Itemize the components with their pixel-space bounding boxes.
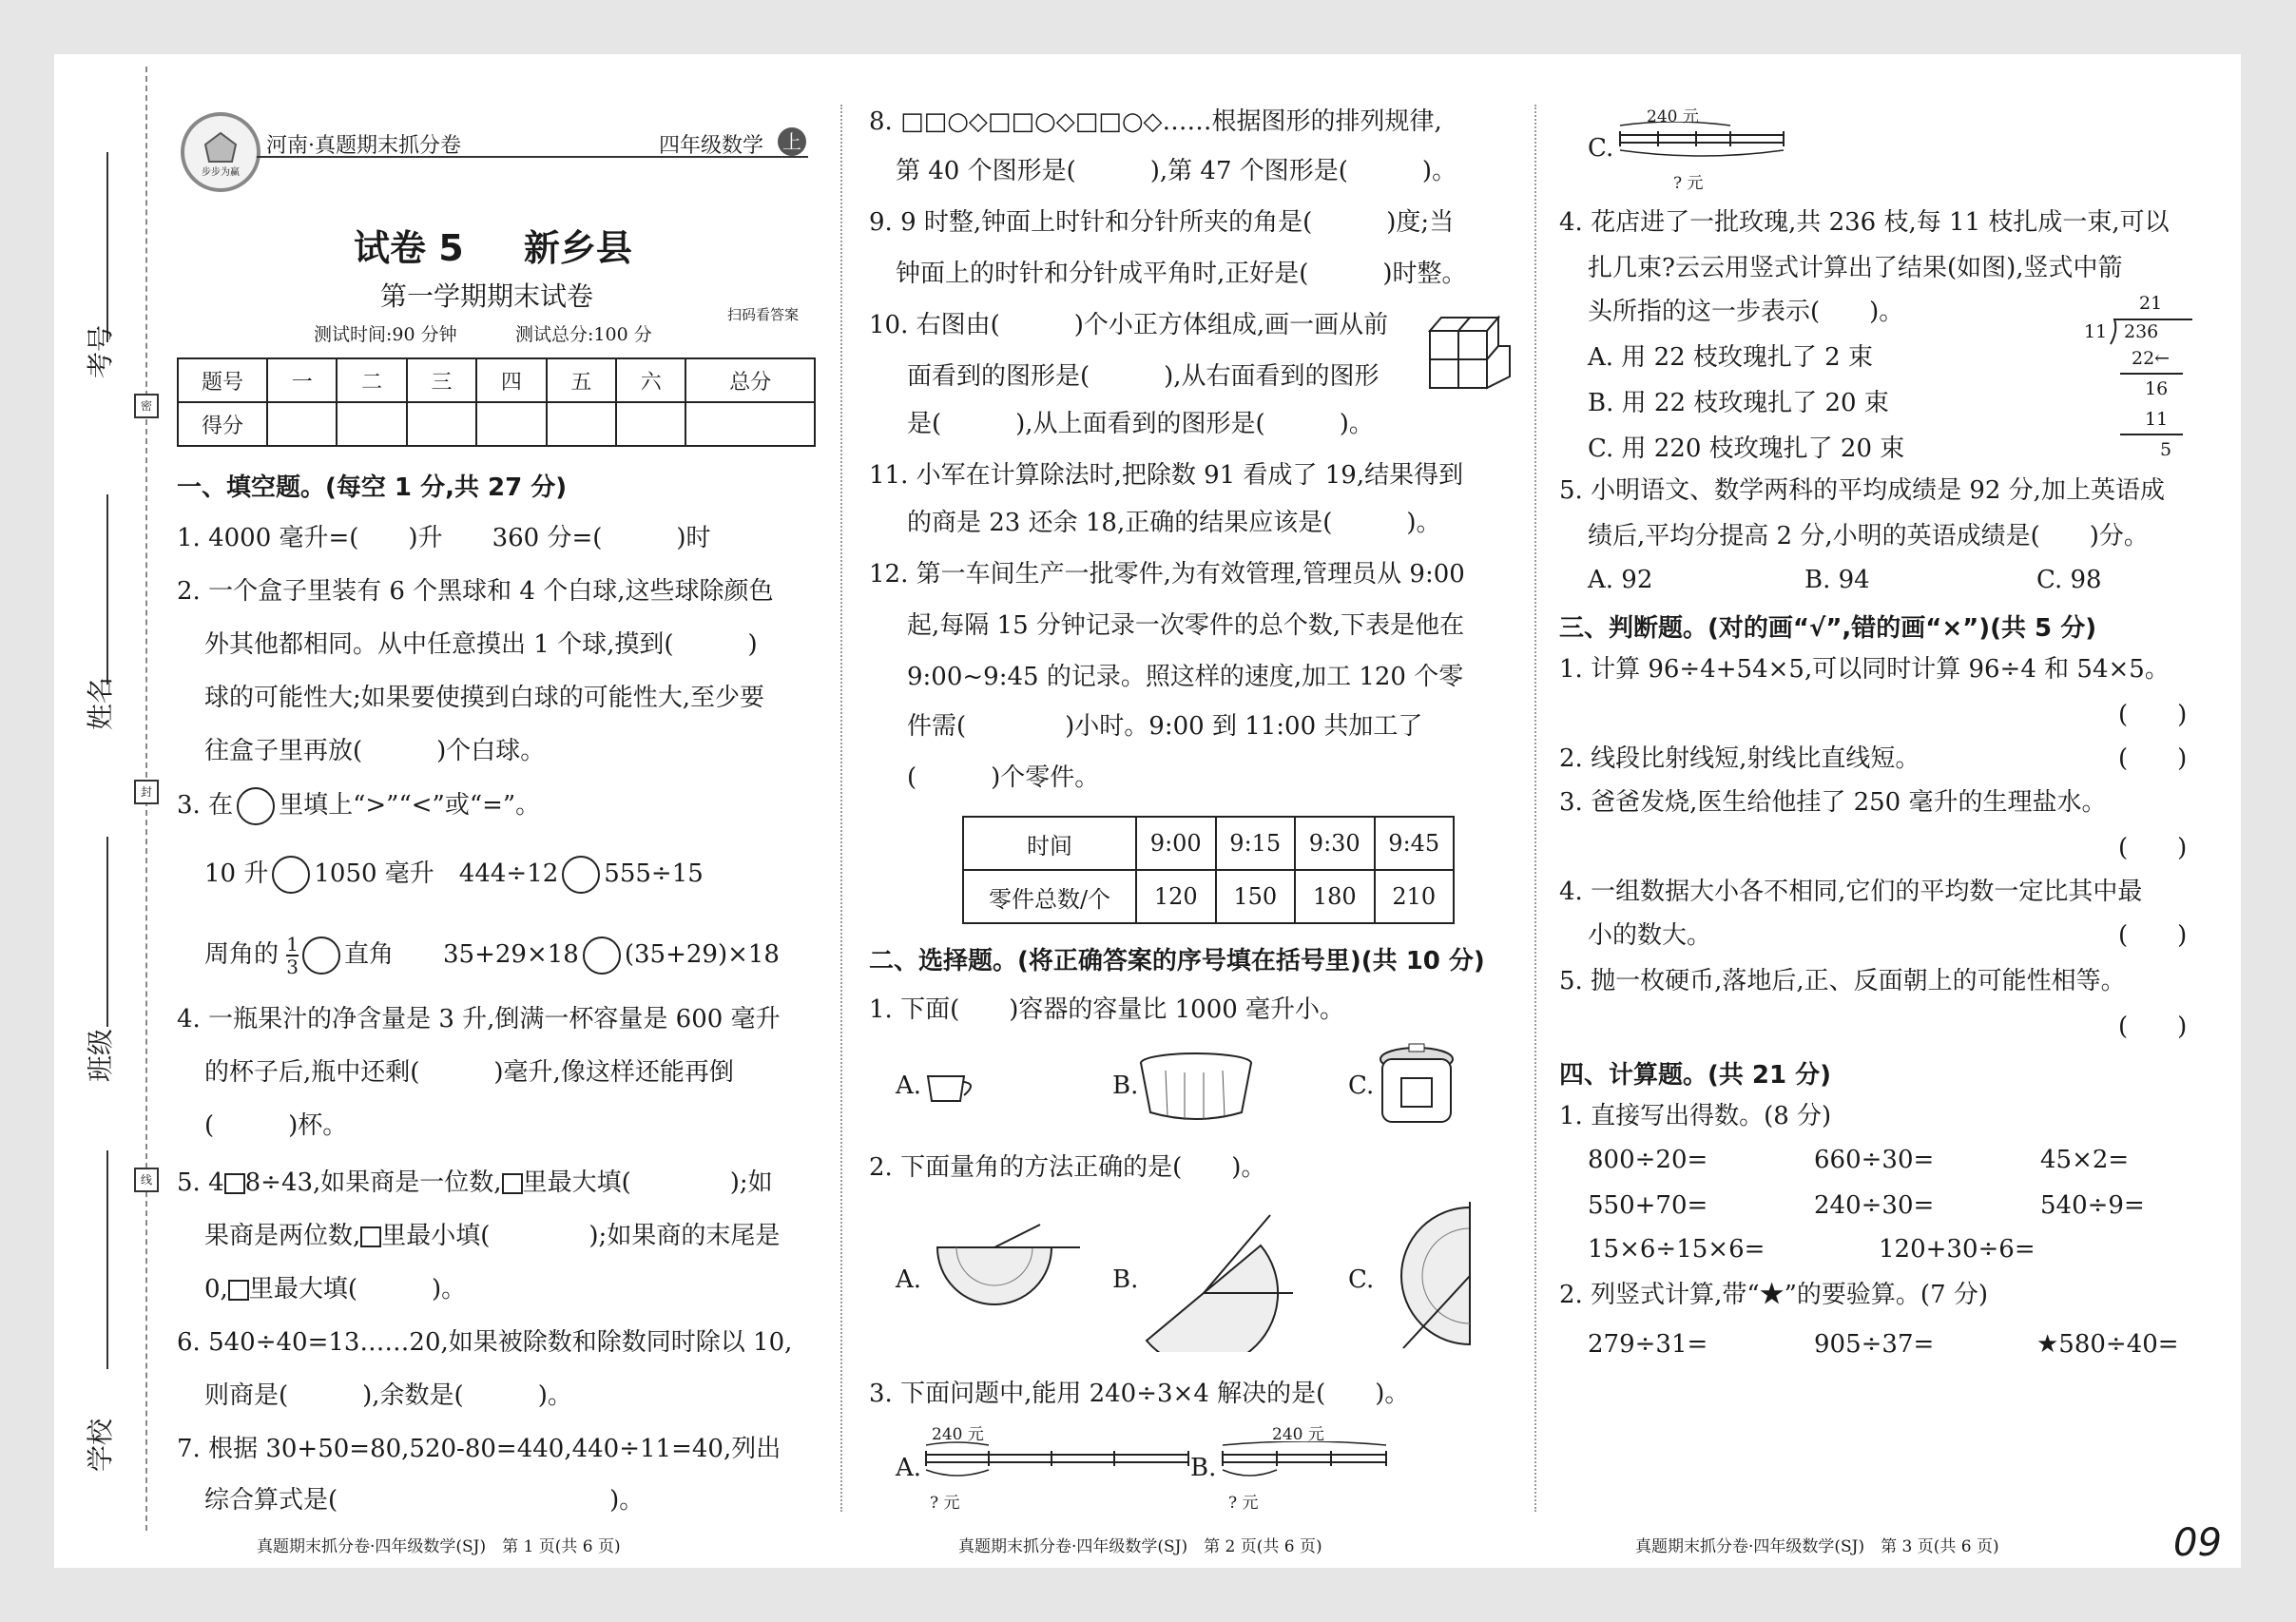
option-c: C.: [1348, 1072, 1375, 1100]
question-1-7-line: 综合算式是( )。: [204, 1486, 645, 1515]
bar-unknown-label: ? 元: [930, 1494, 960, 1513]
question-2-5: 5. 小明语文、数学两科的平均成绩是 92 分,加上英语成: [1559, 476, 2165, 505]
ld-rem-2: 5: [2160, 439, 2172, 460]
calc-item: 540÷9=: [2040, 1191, 2145, 1220]
test-total: 测试总分:100 分: [515, 324, 652, 345]
exam-subtitle: 第一学期期末试卷: [380, 280, 594, 312]
answer-circle[interactable]: [237, 787, 275, 825]
ld-rule-2: [2120, 434, 2183, 435]
cell: 题号: [178, 358, 267, 402]
q-text: 0,: [204, 1275, 228, 1303]
question-2-4-line: 扎几束?云云用竖式计算出了结果(如图),竖式中箭: [1588, 254, 2123, 282]
option-b: B.: [1112, 1072, 1139, 1100]
exam-title: [354, 219, 632, 271]
q-text: 3. 在: [177, 791, 234, 820]
question-1-2-line: 外其他都相同。从中任意摸出 1 个球,摸到( ): [204, 630, 758, 659]
option-b: B.: [1190, 1454, 1217, 1482]
label-school: 学校: [85, 1418, 117, 1473]
judge-5: 5. 抛一枚硬币,落地后,正、反面朝上的可能性相等。: [1559, 967, 2126, 995]
choice-b: B. 94: [1804, 566, 1870, 594]
question-1-2-line: 球的可能性大;如果要使摸到白球的可能性大,至少要: [204, 684, 765, 712]
judge-4-line: 小的数大。: [1588, 921, 1712, 950]
q-text: 周角的: [204, 940, 280, 969]
section-3-title: 三、判断题。(对的画“√”,错的画“×”)(共 5 分): [1559, 614, 2097, 643]
question-1-6: 6. 540÷40=13……20,如果被除数和除数同时除以 10,: [177, 1328, 793, 1357]
choice-c: C. 98: [2036, 566, 2102, 594]
option-a: A.: [896, 1454, 922, 1482]
question-1-11: 11. 小军在计算除法时,把除数 91 看成了 19,结果得到: [869, 461, 1464, 490]
question-1-3-b: [204, 934, 780, 977]
option-a: A.: [896, 1072, 922, 1100]
q-text: 直角 35+29×18: [344, 940, 579, 969]
seal-mark-feng: 封: [134, 780, 159, 804]
q-text: 10 升: [204, 859, 269, 888]
question-1-1: 1. 4000 毫升=( )升 360 分=( )时: [177, 524, 711, 552]
score-cell[interactable]: [685, 402, 815, 446]
option-c: C.: [1588, 134, 1614, 163]
basin-icon: [1137, 1050, 1255, 1122]
question-1-7: 7. 根据 30+50=80,520-80=440,440÷11=40,列出: [177, 1435, 781, 1463]
cell: 二: [337, 358, 406, 402]
rice-cooker-icon: [1375, 1040, 1458, 1131]
q-text: 果商是两位数,: [204, 1222, 361, 1250]
answer-circle[interactable]: [562, 856, 600, 894]
footer-page-1: 真题期末抓分卷·四年级数学(SJ) 第 1 页(共 6 页): [257, 1537, 621, 1556]
q-text: 5. 4: [177, 1168, 224, 1197]
answer-circle[interactable]: [583, 937, 621, 975]
ld-rem-1: 16: [2145, 378, 2169, 399]
calc-item: 240÷30=: [1814, 1191, 1935, 1220]
calc-item: 660÷30=: [1814, 1146, 1935, 1174]
bar-total-label: 240 元: [1272, 1425, 1324, 1444]
question-1-12: 12. 第一车间生产一批零件,为有效管理,管理员从 9:00: [869, 560, 1465, 589]
score-table-row: [178, 402, 815, 446]
denominator: 3: [286, 956, 299, 978]
bar-diagram-c: [1616, 122, 1787, 164]
q-text: 1050 毫升 444÷12: [314, 859, 559, 888]
scan-hint: 扫码看答案: [727, 306, 800, 323]
protractor-b-icon: [1137, 1209, 1299, 1352]
cell: 五: [547, 358, 616, 402]
calc-item: 905÷37=: [1814, 1330, 1935, 1359]
grade-label: 四年级数学: [659, 134, 764, 158]
field-line-name: [106, 494, 108, 685]
protractor-a-icon: [928, 1223, 1090, 1318]
ld-step-1: 22←: [2132, 348, 2171, 369]
question-1-11-line: 的商是 23 还余 18,正确的结果应该是( )。: [907, 509, 1441, 537]
score-table-header: [178, 358, 815, 402]
section-4-title: 四、计算题。(共 21 分): [1559, 1061, 1832, 1090]
question-1-9: 9. 9 时整,钟面上时针和分针所夹的角是( )度;当: [869, 208, 1455, 237]
question-1-8-line: 第 40 个图形是( ),第 47 个图形是( )。: [896, 157, 1457, 185]
calc-item: 279÷31=: [1588, 1330, 1708, 1359]
q-text: 里最大填( )。: [248, 1275, 467, 1303]
question-1-3-a: [204, 856, 704, 894]
score-cell[interactable]: [476, 402, 546, 446]
calc-item: 15×6÷15×6=: [1588, 1235, 1765, 1264]
footer-page-3: 真题期末抓分卷·四年级数学(SJ) 第 3 页(共 6 页): [1635, 1537, 1999, 1556]
question-1-12-line: 起,每隔 15 分钟记录一次零件的总个数,下表是他在: [907, 611, 1465, 640]
calc-item: ★580÷40=: [2036, 1330, 2179, 1359]
badge-text: 步步为赢: [202, 167, 240, 178]
label-kaohao: 考号: [85, 324, 117, 379]
section-2-title: 二、选择题。(将正确答案的序号填在括号里)(共 10 分): [869, 947, 1485, 975]
q-text: 里最小填( );如果商的末尾是: [381, 1222, 781, 1250]
cell: 一: [267, 358, 337, 402]
numerator: 1: [286, 933, 299, 956]
cell: 四: [476, 358, 546, 402]
bar-diagram-a: [922, 1441, 1198, 1483]
cell: 三: [407, 358, 476, 402]
county-name: 新乡县: [523, 227, 632, 269]
series-title: 河南·真题期末抓分卷: [266, 134, 461, 158]
question-2-4-line: 头所指的这一步表示( )。: [1588, 298, 1904, 326]
question-1-10-line: 是( ),从上面看到的图形是( )。: [907, 410, 1374, 438]
question-1-4-line: 的杯子后,瓶中还剩( )毫升,像这样还能再倒: [204, 1058, 734, 1087]
question-1-5: [177, 1166, 773, 1200]
calc-item: 120+30÷6=: [1879, 1235, 2036, 1264]
question-1-2-line: 往盒子里再放( )个白球。: [204, 737, 546, 765]
judge-3: 3. 爸爸发烧,医生给他挂了 250 毫升的生理盐水。: [1559, 788, 2107, 817]
score-cell[interactable]: [616, 402, 685, 446]
cell: 得分: [178, 402, 267, 446]
q-text: (35+29)×18: [624, 940, 780, 969]
cell: 150: [1216, 870, 1296, 923]
footer-page-2: 真题期末抓分卷·四年级数学(SJ) 第 2 页(共 6 页): [958, 1537, 1322, 1556]
blank-box: [502, 1173, 523, 1194]
ld-step-2: 11: [2145, 409, 2169, 430]
blank-box: [228, 1280, 249, 1301]
question-1-8: 8. □□○◇□□○◇□□○◇……根据图形的排列规律,: [869, 107, 1442, 136]
ld-quotient: 21: [2139, 293, 2163, 314]
judge-4: 4. 一组数据大小各不相同,它们的平均数一定比其中最: [1559, 878, 2143, 906]
cell: 时间: [963, 817, 1136, 870]
question-1-4: 4. 一瓶果汁的净含量是 3 升,倒满一杯容量是 600 毫升: [177, 1005, 781, 1033]
choice-a: A. 92: [1588, 566, 1653, 594]
q-text: 里最大填( );如: [522, 1168, 773, 1197]
blank-box: [360, 1226, 381, 1247]
q-text: 里填上“>”“<”或“=”。: [279, 791, 541, 820]
cell: 总分: [685, 358, 815, 402]
choice-c: C. 用 220 枝玫瑰扎了 20 束: [1588, 434, 1905, 463]
calc-q2: 2. 列竖式计算,带“★”的要验算。(7 分): [1559, 1281, 1989, 1309]
score-cell[interactable]: [547, 402, 616, 446]
brand-badge-icon: [181, 112, 260, 192]
question-2-2: 2. 下面量角的方法正确的是( )。: [869, 1153, 1266, 1182]
cell: 120: [1136, 870, 1216, 923]
choice-b: B. 用 22 枝玫瑰扎了 20 束: [1588, 389, 1889, 417]
cell: 210: [1375, 870, 1455, 923]
bar-unknown-label: ? 元: [1673, 174, 1704, 193]
judge-1: 1. 计算 96÷4+54×5,可以同时计算 96÷4 和 54×5。: [1559, 655, 2170, 684]
score-cell[interactable]: [337, 402, 406, 446]
term-badge: 上: [778, 127, 806, 156]
judge-paren[interactable]: ( ): [2118, 834, 2188, 862]
question-2-4: 4. 花店进了一批玫瑰,共 236 枝,每 11 枝扎成一束,可以: [1559, 208, 2170, 237]
table-row: [963, 870, 1454, 923]
record-table: [962, 816, 1455, 924]
question-2-1: 1. 下面( )容器的容量比 1000 毫升小。: [869, 995, 1345, 1024]
column-divider-2: [1534, 105, 1536, 1512]
bar-diagram-b: [1219, 1441, 1390, 1483]
score-table: [177, 357, 816, 447]
cell: 9:15: [1216, 817, 1296, 870]
table-row: [963, 817, 1454, 870]
question-1-10-line: 面看到的图形是( ),从右面看到的图形: [907, 362, 1380, 391]
judge-paren[interactable]: ( ): [2118, 701, 2188, 729]
question-2-5-line: 绩后,平均分提高 2 分,小明的英语成绩是( )分。: [1588, 522, 2149, 550]
field-line-school: [106, 1150, 108, 1369]
label-name: 姓名: [85, 676, 117, 731]
judge-paren[interactable]: ( ): [2118, 921, 2188, 950]
score-cell[interactable]: [267, 402, 337, 446]
cup-icon: [922, 1069, 983, 1107]
cell: 六: [616, 358, 685, 402]
exam-number: 试卷 5: [354, 227, 464, 269]
answer-circle[interactable]: [302, 937, 340, 975]
q-text: 8÷43,如果商是一位数,: [244, 1168, 502, 1197]
question-1-6-line: 则商是( ),余数是( )。: [204, 1381, 572, 1410]
ld-rule-1: [2120, 373, 2183, 375]
bar-total-label: 240 元: [932, 1425, 984, 1444]
bar-unknown-label: ? 元: [1228, 1494, 1259, 1513]
option-a: A.: [896, 1265, 922, 1294]
column-divider-1: [840, 105, 842, 1512]
cube-figure-icon: [1426, 306, 1514, 396]
test-time: 测试时间:90 分钟: [314, 324, 457, 345]
question-1-12-line: ( )个零件。: [907, 763, 1100, 792]
cell: 180: [1295, 870, 1375, 923]
long-division: [2084, 291, 2198, 462]
judge-2: 2. 线段比射线短,射线比直线短。: [1559, 744, 1920, 773]
judge-paren[interactable]: ( ): [2118, 1013, 2188, 1041]
question-1-5-line: [204, 1272, 466, 1306]
calc-item: 550+70=: [1588, 1191, 1708, 1220]
bar-total-label: 240 元: [1647, 107, 1699, 126]
question-1-4-line: ( )杯。: [204, 1111, 348, 1140]
q-text: 555÷15: [604, 859, 704, 888]
cell: 零件总数/个: [963, 870, 1136, 923]
blank-box: [224, 1173, 245, 1194]
cell: 9:00: [1136, 817, 1216, 870]
field-line-kaohao: [106, 152, 108, 342]
answer-circle[interactable]: [272, 856, 310, 894]
choice-a: A. 用 22 枝玫瑰扎了 2 束: [1588, 343, 1873, 372]
ld-divisor: 11: [2084, 321, 2108, 342]
question-1-2: 2. 一个盒子里装有 6 个黑球和 4 个白球,这些球除颜色: [177, 577, 774, 606]
score-cell[interactable]: [407, 402, 476, 446]
judge-paren[interactable]: ( ): [2118, 744, 2188, 773]
question-1-10: 10. 右图由( )个小正方体组成,画一画从前: [869, 311, 1389, 339]
protractor-c-icon: [1375, 1200, 1508, 1352]
option-b: B.: [1112, 1265, 1139, 1294]
question-1-12-line: 件需( )小时。9:00 到 11:00 共加工了: [907, 712, 1423, 741]
seal-mark-xian: 线: [134, 1168, 159, 1192]
label-class: 班级: [85, 1028, 117, 1083]
calc-item: 800÷20=: [1588, 1146, 1708, 1174]
seal-mark-mi: 密: [134, 394, 159, 418]
calc-q1: 1. 直接写出得数。(8 分): [1559, 1102, 1832, 1130]
ld-dividend: 236: [2124, 321, 2159, 342]
cell: 9:45: [1375, 817, 1455, 870]
question-2-3: 3. 下面问题中,能用 240÷3×4 解决的是( )。: [869, 1380, 1410, 1408]
question-1-9-line: 钟面上的时针和分针成平角时,正好是( )时整。: [896, 260, 1467, 288]
calc-item: 45×2=: [2040, 1146, 2130, 1174]
field-line-class: [106, 837, 108, 1027]
section-1-title: 一、填空题。(每空 1 分,共 27 分): [177, 473, 568, 502]
page-number: 09: [2173, 1521, 2222, 1565]
cell: 9:30: [1295, 817, 1375, 870]
question-1-5-line: [204, 1219, 780, 1253]
question-1-12-line: 9:00~9:45 的记录。照这样的速度,加工 120 个零: [907, 663, 1464, 691]
question-1-3: [177, 787, 540, 825]
option-c: C.: [1348, 1265, 1375, 1294]
fraction: [286, 934, 299, 977]
